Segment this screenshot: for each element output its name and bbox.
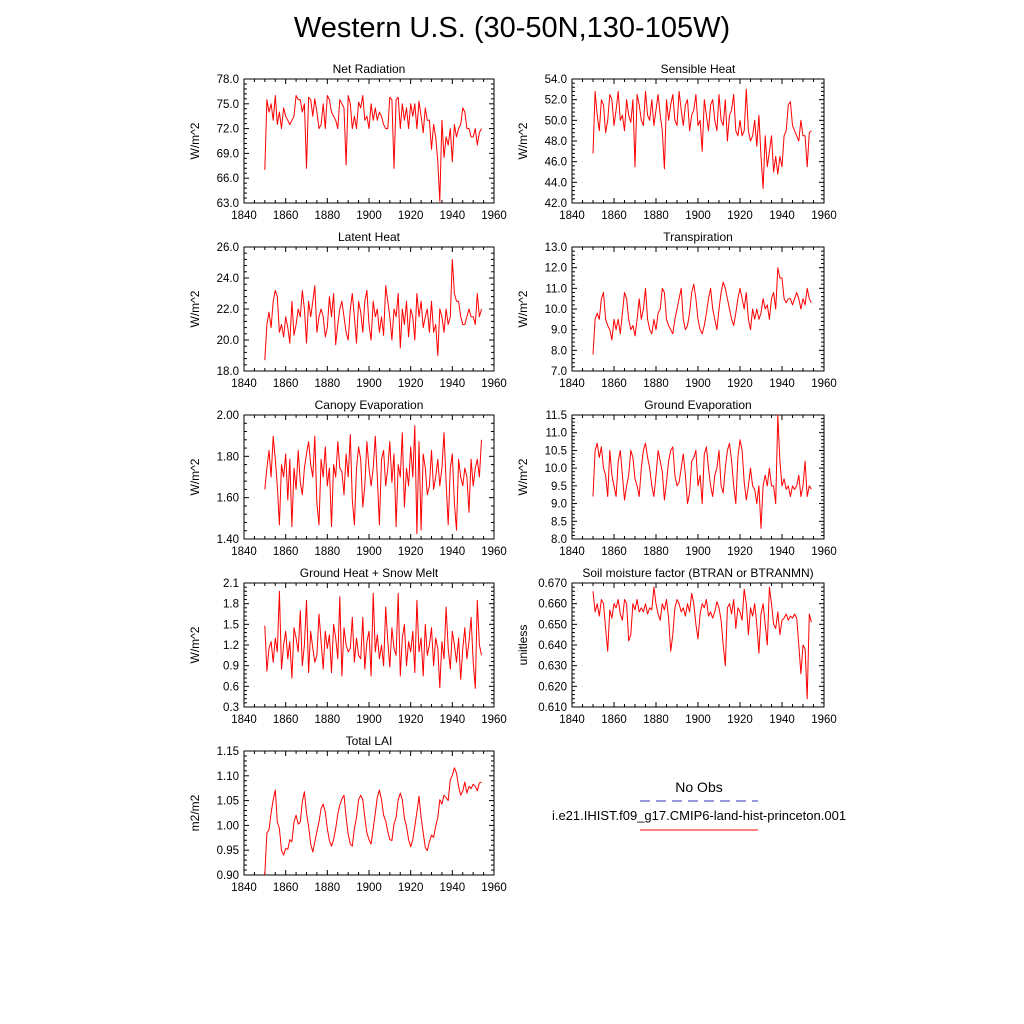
ground-evaporation-xtick-label: 1860 bbox=[601, 546, 627, 558]
soil-moisture-factor-btran-or-btranmn-xtick-label: 1960 bbox=[811, 714, 837, 726]
total-lai-ytick-label: 1.00 bbox=[216, 820, 239, 833]
latent-heat-xtick-label: 1900 bbox=[356, 378, 382, 390]
legend bbox=[552, 779, 846, 830]
canopy-evaporation-ytick-label: 1.40 bbox=[216, 534, 239, 546]
transpiration-ytick-label: 8.0 bbox=[551, 345, 567, 358]
net-radiation-ytick-label: 66.0 bbox=[216, 173, 239, 186]
soil-moisture-factor-btran-or-btranmn-xtick-label: 1900 bbox=[685, 714, 711, 726]
sensible-heat-ytick-label: 50.0 bbox=[544, 115, 567, 128]
transpiration-ytick-label: 13.0 bbox=[544, 242, 567, 254]
total-lai-xtick-label: 1900 bbox=[356, 882, 382, 894]
total-lai-title: Total LAI bbox=[345, 734, 393, 748]
ground-evaporation-xtick-label: 1900 bbox=[685, 546, 711, 558]
latent-heat-ytick-label: 26.0 bbox=[216, 242, 239, 254]
sensible-heat-ytick-label: 54.0 bbox=[544, 74, 567, 86]
total-lai-ytick-label: 1.15 bbox=[216, 746, 239, 758]
soil-moisture-factor-btran-or-btranmn-xtick-label: 1940 bbox=[769, 714, 795, 726]
sensible-heat-xtick-label: 1900 bbox=[685, 210, 711, 222]
net-radiation-series-line bbox=[265, 96, 482, 202]
panel-soil-moisture-factor bbox=[516, 566, 837, 726]
legend-model-label: i.e21.IHIST.f09_g17.CMIP6-land-hist-princeton.001 bbox=[551, 808, 847, 823]
net-radiation-ytick-label: 75.0 bbox=[216, 98, 239, 111]
ground-evaporation-ytick-label: 8.5 bbox=[551, 516, 567, 529]
ground-evaporation-ytick-label: 9.0 bbox=[551, 498, 567, 511]
transpiration-xtick-label: 1860 bbox=[601, 378, 627, 390]
panel-canopy-evaporation bbox=[188, 398, 507, 558]
total-lai-ytick-label: 1.05 bbox=[216, 795, 239, 808]
canopy-evaporation-ytick-label: 1.80 bbox=[216, 451, 239, 464]
panel-sensible-heat bbox=[516, 62, 837, 222]
panel-latent-heat bbox=[188, 230, 507, 390]
canopy-evaporation-title: Canopy Evaporation bbox=[314, 398, 424, 412]
transpiration-title: Transpiration bbox=[663, 230, 733, 244]
transpiration-ytick-label: 9.0 bbox=[551, 324, 567, 337]
latent-heat-xtick-label: 1960 bbox=[481, 378, 507, 390]
net-radiation-xtick-label: 1920 bbox=[397, 210, 424, 222]
transpiration-xtick-label: 1880 bbox=[643, 378, 669, 390]
sensible-heat-ytick-label: 46.0 bbox=[544, 156, 567, 169]
ground-evaporation-xtick-label: 1840 bbox=[559, 546, 585, 558]
ground-evaporation-xtick-label: 1960 bbox=[811, 546, 837, 558]
latent-heat-ytick-label: 24.0 bbox=[216, 273, 239, 285]
ground-heat-snow-melt-xtick-label: 1900 bbox=[356, 714, 382, 726]
transpiration-xtick-label: 1960 bbox=[811, 378, 837, 390]
total-lai-xtick-label: 1940 bbox=[439, 882, 466, 894]
total-lai-ylabel: m2/m2 bbox=[188, 794, 202, 832]
soil-moisture-factor-btran-or-btranmn-xtick-label: 1920 bbox=[727, 714, 753, 726]
canopy-evaporation-series-line bbox=[265, 426, 482, 534]
canopy-evaporation-xtick-label: 1900 bbox=[356, 546, 382, 558]
net-radiation-ytick-label: 69.0 bbox=[216, 148, 239, 161]
latent-heat-ylabel: W/m^2 bbox=[188, 290, 202, 328]
ground-evaporation-plot-frame bbox=[572, 415, 824, 539]
latent-heat-xtick-label: 1860 bbox=[272, 378, 299, 390]
sensible-heat-xtick-label: 1940 bbox=[769, 210, 795, 222]
latent-heat-xtick-label: 1880 bbox=[314, 378, 341, 390]
ground-heat-snow-melt-ytick-label: 1.2 bbox=[223, 640, 239, 652]
latent-heat-ytick-label: 20.0 bbox=[216, 335, 239, 347]
figure-title: Western U.S. (30-50N,130-105W) bbox=[293, 12, 731, 44]
latent-heat-xtick-label: 1940 bbox=[439, 378, 466, 390]
net-radiation-ylabel: W/m^2 bbox=[188, 122, 202, 160]
ground-evaporation-ytick-label: 8.0 bbox=[551, 534, 567, 546]
ground-heat-snow-melt-plot-frame bbox=[244, 583, 494, 707]
canopy-evaporation-ytick-label: 1.60 bbox=[216, 492, 239, 505]
transpiration-xtick-label: 1900 bbox=[685, 378, 711, 390]
ground-evaporation-xtick-label: 1920 bbox=[727, 546, 753, 558]
soil-moisture-factor-btran-or-btranmn-ytick-label: 0.610 bbox=[538, 702, 567, 714]
soil-moisture-factor-btran-or-btranmn-ytick-label: 0.640 bbox=[538, 640, 567, 652]
sensible-heat-xtick-label: 1920 bbox=[727, 210, 753, 222]
ground-heat-snow-melt-title: Ground Heat + Snow Melt bbox=[299, 566, 439, 580]
soil-moisture-factor-btran-or-btranmn-ytick-label: 0.660 bbox=[538, 598, 567, 611]
total-lai-xtick-label: 1920 bbox=[397, 882, 424, 894]
total-lai-xtick-label: 1960 bbox=[481, 882, 507, 894]
soil-moisture-factor-btran-or-btranmn-series-line bbox=[593, 587, 811, 699]
ground-heat-snow-melt-ytick-label: 1.5 bbox=[223, 619, 239, 632]
total-lai-ytick-label: 1.10 bbox=[216, 770, 239, 783]
ground-heat-snow-melt-ylabel: W/m^2 bbox=[188, 626, 202, 664]
ground-heat-snow-melt-series-line bbox=[265, 591, 482, 688]
canopy-evaporation-xtick-label: 1920 bbox=[397, 546, 424, 558]
canopy-evaporation-xtick-label: 1860 bbox=[272, 546, 299, 558]
latent-heat-plot-frame bbox=[244, 247, 494, 371]
ground-heat-snow-melt-xtick-label: 1880 bbox=[314, 714, 341, 726]
soil-moisture-factor-btran-or-btranmn-plot-frame bbox=[572, 583, 824, 707]
canopy-evaporation-ylabel: W/m^2 bbox=[188, 458, 202, 496]
panel-transpiration bbox=[516, 230, 837, 390]
ground-heat-snow-melt-ytick-label: 0.6 bbox=[223, 681, 239, 694]
ground-heat-snow-melt-xtick-label: 1940 bbox=[439, 714, 466, 726]
sensible-heat-series-line bbox=[593, 89, 811, 188]
net-radiation-xtick-label: 1900 bbox=[356, 210, 382, 222]
ground-heat-snow-melt-ytick-label: 0.9 bbox=[223, 660, 239, 673]
net-radiation-ytick-label: 72.0 bbox=[216, 123, 239, 136]
net-radiation-xtick-label: 1960 bbox=[481, 210, 507, 222]
ground-evaporation-ytick-label: 11.5 bbox=[545, 410, 567, 422]
panel-ground-evaporation bbox=[516, 398, 837, 558]
sensible-heat-xtick-label: 1840 bbox=[559, 210, 585, 222]
canopy-evaporation-ytick-label: 2.00 bbox=[216, 410, 239, 422]
sensible-heat-ylabel: W/m^2 bbox=[516, 122, 530, 160]
sensible-heat-ytick-label: 42.0 bbox=[544, 198, 567, 210]
transpiration-ytick-label: 10.0 bbox=[544, 304, 567, 316]
ground-evaporation-ytick-label: 11.0 bbox=[545, 427, 567, 440]
sensible-heat-ytick-label: 48.0 bbox=[544, 136, 567, 148]
total-lai-xtick-label: 1840 bbox=[231, 882, 257, 894]
net-radiation-xtick-label: 1880 bbox=[314, 210, 341, 222]
net-radiation-title: Net Radiation bbox=[332, 62, 406, 76]
ground-evaporation-ylabel: W/m^2 bbox=[516, 458, 530, 496]
panel-total-lai bbox=[188, 734, 507, 894]
canopy-evaporation-xtick-label: 1840 bbox=[231, 546, 257, 558]
transpiration-xtick-label: 1920 bbox=[727, 378, 753, 390]
soil-moisture-factor-btran-or-btranmn-title: Soil moisture factor (BTRAN or BTRANMN) bbox=[582, 566, 814, 580]
panel-net-radiation bbox=[188, 62, 507, 222]
net-radiation-plot-frame bbox=[244, 79, 494, 203]
ground-heat-snow-melt-ytick-label: 0.3 bbox=[223, 702, 239, 714]
ground-evaporation-ytick-label: 9.5 bbox=[551, 480, 567, 493]
transpiration-series-line bbox=[593, 268, 811, 355]
latent-heat-series-line bbox=[265, 259, 482, 360]
canopy-evaporation-xtick-label: 1960 bbox=[481, 546, 507, 558]
ground-evaporation-ytick-label: 10.5 bbox=[544, 445, 567, 458]
transpiration-ytick-label: 7.0 bbox=[551, 366, 567, 378]
ground-evaporation-title: Ground Evaporation bbox=[644, 398, 752, 412]
net-radiation-xtick-label: 1860 bbox=[272, 210, 299, 222]
soil-moisture-factor-btran-or-btranmn-xtick-label: 1840 bbox=[559, 714, 585, 726]
soil-moisture-factor-btran-or-btranmn-ytick-label: 0.620 bbox=[538, 681, 567, 694]
net-radiation-xtick-label: 1840 bbox=[231, 210, 257, 222]
sensible-heat-xtick-label: 1960 bbox=[811, 210, 837, 222]
net-radiation-xtick-label: 1940 bbox=[439, 210, 466, 222]
latent-heat-ytick-label: 18.0 bbox=[216, 366, 239, 378]
canopy-evaporation-xtick-label: 1940 bbox=[439, 546, 466, 558]
ground-evaporation-xtick-label: 1940 bbox=[769, 546, 795, 558]
total-lai-xtick-label: 1860 bbox=[272, 882, 299, 894]
soil-moisture-factor-btran-or-btranmn-xtick-label: 1880 bbox=[643, 714, 669, 726]
sensible-heat-title: Sensible Heat bbox=[660, 62, 736, 76]
ground-heat-snow-melt-xtick-label: 1960 bbox=[481, 714, 507, 726]
ground-heat-snow-melt-xtick-label: 1920 bbox=[397, 714, 424, 726]
latent-heat-xtick-label: 1920 bbox=[397, 378, 424, 390]
sensible-heat-xtick-label: 1860 bbox=[601, 210, 627, 222]
ground-heat-snow-melt-xtick-label: 1840 bbox=[231, 714, 257, 726]
total-lai-plot-frame bbox=[244, 751, 494, 875]
ground-evaporation-series-line bbox=[593, 415, 811, 528]
latent-heat-title: Latent Heat bbox=[337, 230, 401, 244]
latent-heat-xtick-label: 1840 bbox=[231, 378, 257, 390]
ground-evaporation-xtick-label: 1880 bbox=[643, 546, 669, 558]
soil-moisture-factor-btran-or-btranmn-xtick-label: 1860 bbox=[601, 714, 627, 726]
net-radiation-ytick-label: 63.0 bbox=[216, 198, 239, 210]
ground-evaporation-ytick-label: 10.0 bbox=[544, 463, 567, 476]
ground-heat-snow-melt-ytick-label: 2.1 bbox=[223, 578, 239, 590]
soil-moisture-factor-btran-or-btranmn-ytick-label: 0.670 bbox=[538, 578, 567, 590]
ground-heat-snow-melt-xtick-label: 1860 bbox=[272, 714, 299, 726]
legend-obs-label: No Obs bbox=[675, 779, 723, 795]
net-radiation-ytick-label: 78.0 bbox=[216, 74, 239, 86]
total-lai-ytick-label: 0.90 bbox=[216, 870, 239, 882]
transpiration-ylabel: W/m^2 bbox=[516, 290, 530, 328]
soil-moisture-factor-btran-or-btranmn-ytick-label: 0.630 bbox=[538, 660, 567, 673]
canopy-evaporation-xtick-label: 1880 bbox=[314, 546, 341, 558]
total-lai-series-line bbox=[265, 768, 482, 875]
sensible-heat-ytick-label: 52.0 bbox=[544, 94, 567, 107]
panel-ground-heat-snow-melt bbox=[188, 566, 507, 726]
soil-moisture-factor-btran-or-btranmn-ytick-label: 0.650 bbox=[538, 619, 567, 632]
transpiration-plot-frame bbox=[572, 247, 824, 371]
transpiration-xtick-label: 1940 bbox=[769, 378, 795, 390]
transpiration-ytick-label: 12.0 bbox=[544, 262, 567, 275]
soil-moisture-factor-btran-or-btranmn-ylabel: unitless bbox=[516, 624, 530, 666]
ground-heat-snow-melt-ytick-label: 1.8 bbox=[223, 598, 239, 611]
total-lai-xtick-label: 1880 bbox=[314, 882, 341, 894]
total-lai-ytick-label: 0.95 bbox=[216, 845, 239, 858]
sensible-heat-ytick-label: 44.0 bbox=[544, 177, 567, 190]
transpiration-ytick-label: 11.0 bbox=[545, 283, 567, 296]
transpiration-xtick-label: 1840 bbox=[559, 378, 585, 390]
latent-heat-ytick-label: 22.0 bbox=[216, 304, 239, 316]
sensible-heat-xtick-label: 1880 bbox=[643, 210, 669, 222]
